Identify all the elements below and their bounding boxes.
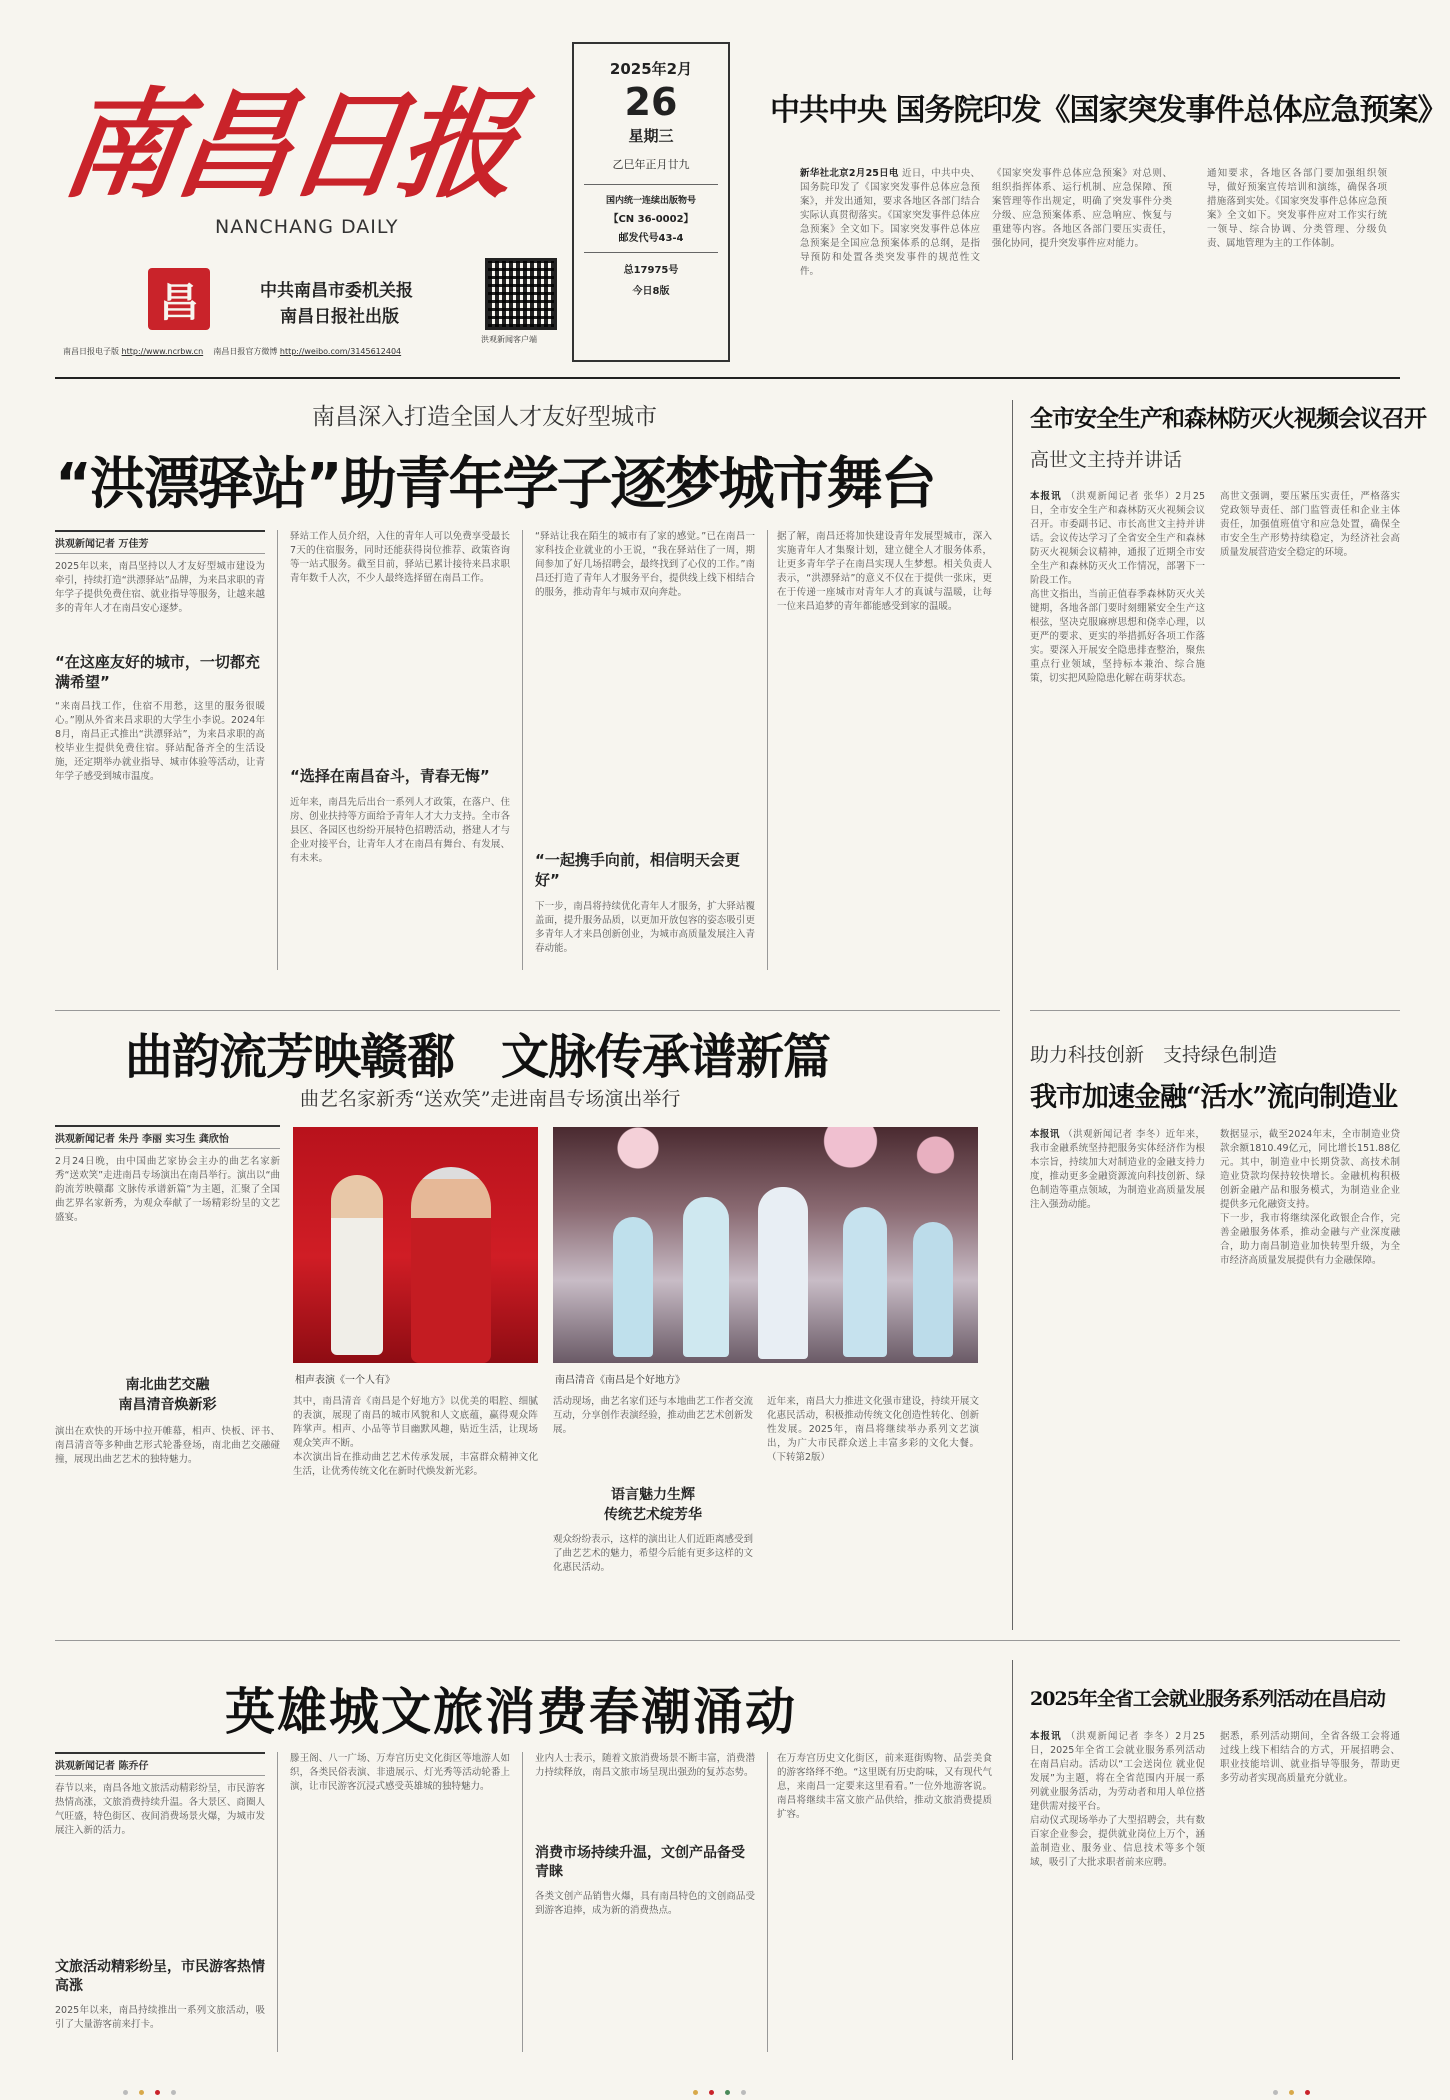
footer-dot-icon [1305,2090,1310,2095]
story6-headline: 2025年全省工会就业服务系列活动在昌启动 [1030,1688,1385,1710]
date-box [572,42,730,362]
site-url1[interactable]: http://www.ncrbw.cn [121,347,204,356]
top-story-col2: 《国家突发事件总体应急预案》对总则、组织指挥体系、运行机制、应急保障、预案管理等作出规定，明确了突发事件分类分级、应急预案体系、应急响应、恢复与重建等内容。各地区各部门要压实责任，强化协同，提升突发事件应对能力。 [992,168,1172,249]
story1-col4: 据了解，南昌还将加快建设青年发展型城市，深入实施青年人才集聚计划，建立健全人才服务体系，让更多青年学子在南昌实现人生梦想。相关负责人表示，“洪漂驿站”的意义不仅在于提供一张床，更在于传递一座城市对青年人才的真诚与温暖，让每一位来昌追梦的青年都能感受到家的温暖。 [777,531,992,612]
story3-subhead2: 语言魅力生辉 传统艺术绽芳华 [604,1487,702,1523]
footer-dot-icon [1273,2090,1278,2095]
story3-col1b: 演出在欢快的开场中拉开帷幕，相声、快板、评书、南昌清音等多种曲艺形式轮番登场，南北曲艺交融碰撞，展现出曲艺艺术的独特魅力。 [55,1426,280,1465]
story2-subtitle: 高世文主持并讲话 [1030,449,1183,471]
story3-subhead1: 南北曲艺交融 南昌清音焕新彩 [118,1377,217,1413]
story4-text1: （洪观新闻记者 李冬）近年来，我市金融系统坚持把服务实体经济作为根本宗旨，持续加大对制造业的金融支持力度，推动更多金融资源流向科技创新、绿色制造等重点领域，为制造业高质量发展注入强劲动能。 [1030,1129,1205,1210]
story5-col1b: 2025年以来，南昌持续推出一系列文旅活动，吸引了大量游客前来打卡。 [55,2005,265,2030]
footer-dot-icon [171,2090,176,2095]
site-label1: 南昌日报电子版 [63,347,119,356]
footer-dots-left [120,2080,179,2099]
stage-lights-icon [553,1127,978,1197]
story2-headline: 全市安全生产和森林防灭火视频会议召开 [1030,405,1426,432]
page-count: 今日8版 [632,286,670,297]
story5-body [55,1752,1005,2062]
story5-col3b: 各类文创产品销售火爆，具有南昌特色的文创商品受到游客追捧，成为新的消费热点。 [535,1891,755,1916]
story3-headline: 曲韵流芳映赣鄱 文脉传承谱新篇 [125,1029,831,1085]
top-story-lead: 新华社北京2月25日电 [800,168,899,179]
column-rule [522,530,523,970]
story3-byline: 洪观新闻记者 朱丹 李丽 实习生 龚欣怡 [55,1125,280,1149]
story1-col3: “驿站让我在陌生的城市有了家的感觉。”已在南昌一家科技企业就业的小王说，“我在驿站住了一周，期间参加了好几场招聘会，最终找到了心仪的工作。”南昌还打造了青年人才服务平台，提供线上线下相结合的服务，推动青年与城市双向奔赴。 [535,531,755,598]
date-year-month: 2025年2月 [609,60,693,78]
footer-dot-icon [709,2090,714,2095]
story3-col2-text: 其中，南昌清音《南昌是个好地方》以优美的唱腔、细腻的表演，展现了南昌的城市风貌和人文底蕴，赢得观众阵阵掌声。相声、小品等节目幽默风趣，贴近生活，让现场观众笑声不断。 [293,1396,538,1449]
top-story-col3: 通知要求，各地区各部门要加强组织领导，做好预案宣传培训和演练，确保各项措施落到实处。《国家突发事件总体应急预案》全文如下。突发事件应对工作实行统一领导、综合协调、分类管理、分级负责、属地管理为主的工作体制。 [1207,168,1387,249]
story-divider [55,1010,1000,1011]
story5-col3: 业内人士表示，随着文旅消费场景不断丰富，消费潜力持续释放，南昌文旅市场呈现出强劲的复苏态势。 [535,1753,755,1778]
story1-subhead1: “在这座友好的城市，一切都充满希望” [55,653,260,691]
footer-dots-center [690,2080,749,2099]
story1-col1: 2025年以来，南昌坚持以人才友好型城市建设为牵引，持续打造“洪漂驿站”品牌，为来昌求职的青年学子提供免费住宿、就业指导等服务，让越来越多的青年人才在南昌安心逐梦。 [55,561,265,614]
column-rule [1012,400,1013,1630]
story3-kicker: 曲艺名家新秀“送欢笑”走进南昌专场演出举行 [300,1088,681,1110]
singer-figure-icon [758,1187,808,1359]
masthead-english: NANCHANG DAILY [215,216,399,238]
site-label2: 南昌日报官方微博 [213,347,278,356]
story2-lead: 本报讯 [1030,491,1062,502]
performer-right-icon [411,1167,491,1363]
column-rule [1012,1660,1013,2060]
story6-text2: 启动仪式现场举办了大型招聘会，共有数百家企业参会，提供就业岗位上万个，涵盖制造业、服务业、信息技术等多个领域，吸引了大批求职者前来应聘。 [1030,1815,1205,1868]
story1-kicker: 南昌深入打造全国人才友好型城市 [312,404,657,430]
top-story-col1 [800,167,980,307]
story3-col3b: 观众纷纷表示，这样的演出让人们近距离感受到了曲艺艺术的魅力，希望今后能有更多这样的文化惠民活动。 [553,1534,753,1573]
story-divider [1030,1010,1400,1011]
story4 [1030,1040,1400,1630]
publisher-line1: 中共南昌市委机关报 [260,281,413,301]
top-story [770,85,1447,345]
story1-subhead2: “选择在南昌奋斗，青春无悔” [290,767,490,785]
story2 [1030,400,1426,1000]
story4-kicker: 助力科技创新 支持绿色制造 [1030,1044,1278,1066]
story1-col2b: 近年来，南昌先后出台一系列人才政策，在落户、住房、创业扶持等方面给予青年人才大力支持。全市各县区、各园区也纷纷开展特色招聘活动，搭建人才与企业对接平台，让青年人才在南昌有舞台、有发展、有未来。 [290,797,510,864]
story3-col4: 近年来，南昌大力推进文化强市建设，持续开展文化惠民活动，积极推动传统文化创造性转化、创新性发展。2025年，南昌将继续举办系列文艺演出，为广大市民群众送上丰富多彩的文化大餐。（下转第2版） [767,1396,979,1463]
story5-subhead1: 文旅活动精彩纷呈，市民游客热情高涨 [55,1959,265,1994]
story4-text3: 下一步，我市将继续深化政银企合作，完善金融服务体系，推动金融与产业深度融合，助力南昌制造业加快转型升级，为全市经济高质量发展提供有力金融保障。 [1220,1213,1400,1266]
site-url2[interactable]: http://weibo.com/3145612404 [279,347,402,356]
column-rule [767,1752,768,2052]
masthead-divider [55,377,1400,379]
story6-col2: 据悉，系列活动期间，全省各级工会将通过线上线下相结合的方式，开展招聘会、职业技能培训、就业指导等服务，帮助更多劳动者实现高质量充分就业。 [1220,1731,1400,1784]
footer-dots-right [1270,2080,1313,2099]
masthead [55,40,555,360]
footer-dot-icon [123,2090,128,2095]
story3-col3: 活动现场，曲艺名家们还与本地曲艺工作者交流互动，分享创作表演经验，推动曲艺艺术创新发展。 [553,1396,753,1435]
column-rule [522,1752,523,2052]
story1-col2: 驿站工作人员介绍，入住的青年人可以免费享受最长7天的住宿服务，同时还能获得岗位推荐、政策咨询等一站式服务。截至目前，驿站已累计接待来昌求职青年数千人次，不少人最终选择留在南昌工作。 [290,531,510,584]
story1-byline: 洪观新闻记者 万佳芳 [55,530,265,554]
date-day: 26 [624,80,678,124]
cn-number: 【CN 36-0002】 [608,214,694,225]
top-story-text1: 近日，中共中央、国务院印发了《国家突发事件总体应急预案》，并发出通知，要求各地区各部门结合实际认真贯彻落实。《国家突发事件总体应急预案》全文如下。国家突发事件总体应急预案是全国应急预案体系的总纲，是指导预防和处置各类突发事件的规范性文件。 [800,168,980,277]
column-rule [277,530,278,970]
masthead-title: 南昌日报 [53,75,522,214]
story2-text2: 高世文指出，当前正值春季森林防灭火关键期，各地各部门要时刻绷紧安全生产这根弦，坚决克服麻痹思想和侥幸心理，以更严的要求、更实的举措抓好各项工作落实。要深入开展安全隐患排查整治，聚焦重点行业领域，坚持标本兼治、综合施策，切实把风险隐患化解在萌芽状态。 [1030,589,1205,684]
story5-subhead2: 消费市场持续升温，文创产品备受青睐 [535,1845,745,1880]
story6-col1 [1030,1730,1205,2050]
qr-code-icon [485,258,557,330]
dancer-figure-icon [913,1222,953,1357]
dancer-figure-icon [843,1207,887,1357]
qr-caption: 洪观新闻客户端 [481,335,537,344]
top-story-headline: 中共中央 国务院印发《国家突发事件总体应急预案》 [770,93,1447,128]
story1-body [55,530,1005,980]
masthead-logo [148,268,210,330]
column-rule [767,530,768,970]
column-rule [277,1752,278,2052]
photo-crosstalk [293,1127,538,1363]
photo-qingyin [553,1127,978,1363]
footer-dot-icon [155,2090,160,2095]
story5-col2: 滕王阁、八一广场、万寿宫历史文化街区等地游人如织，各类民俗表演、非遗展示、灯光秀等活动轮番上演，让市民游客沉浸式感受英雄城的独特魅力。 [290,1753,510,1792]
story2-col2: 高世文强调，要压紧压实责任，严格落实党政领导责任、部门监管责任和企业主体责任，加强值班值守和应急处置，确保全市安全生产形势持续稳定，为经济社会高质量发展营造安全稳定的环境。 [1220,491,1400,558]
story4-text2: 数据显示，截至2024年末，全市制造业贷款余额1810.49亿元，同比增长151.88亿元。其中，制造业中长期贷款、高技术制造业贷款均保持较快增长。金融机构积极创新金融产品和服务模式，为制造业企业提供多元化融资支持。 [1220,1129,1400,1210]
story1-headline: “洪漂驿站”助青年学子逐梦城市舞台 [55,452,935,517]
story5-col1: 春节以来，南昌各地文旅活动精彩纷呈，市民游客热情高涨，文旅消费持续升温。各大景区、商圈人气旺盛，特色街区、夜间消费场景火爆，为城市发展注入新的活力。 [55,1783,265,1836]
cn-label: 国内统一连续出版物号 [605,196,696,206]
story-divider [55,1640,1400,1641]
footer-dot-icon [1289,2090,1294,2095]
footer-dot-icon [741,2090,746,2095]
story1-col1b: “来南昌找工作，住宿不用愁，这里的服务很暖心。”刚从外省来昌求职的大学生小李说。2024年8月，南昌正式推出“洪漂驿站”，为来昌求职的高校毕业生提供免费住宿。驿站配备齐全的生活设施，还定期举办就业指导、城市体验等活动，让青年学子感受到城市温度。 [55,701,265,782]
story3-col1: 2月24日晚，由中国曲艺家协会主办的曲艺名家新秀“送欢笑”走进南昌专场演出在南昌举行。演出以“曲韵流芳映赣鄱 文脉传承谱新篇”为主题，汇聚了全国曲艺界名家新秀，为观众奉献了一场精彩纷呈的文艺盛宴。 [55,1156,280,1223]
story4-lead: 本报讯 [1030,1129,1060,1140]
postal-code: 邮发代号43-4 [618,233,684,244]
performer-left-icon [331,1175,383,1355]
story5-byline: 洪观新闻记者 陈乔仔 [55,1752,265,1776]
photo2-caption: 南昌清音《南昌是个好地方》 [555,1375,685,1386]
story5-col4: 在万寿宫历史文化街区，前来逛街购物、品尝美食的游客络绎不绝。“这里既有历史韵味，又有现代气息，来南昌一定要来这里看看。”一位外地游客说。南昌将继续丰富文旅产品供给，推动文旅消费提质扩容。 [777,1753,992,1820]
issue-number: 总17975号 [623,265,679,276]
story2-col1 [1030,490,1205,998]
story4-col1 [1030,1128,1205,1628]
story4-col2 [1220,1128,1400,1628]
date-weekday: 星期三 [628,127,674,145]
dancer-figure-icon [613,1217,653,1357]
footer-dot-icon [139,2090,144,2095]
footer-dot-icon [725,2090,730,2095]
story6-text1: （洪观新闻记者 李冬）2月25日，2025年全省工会就业服务系列活动在南昌启动。活动以“工会送岗位 就业促发展”为主题，将在全省范围内开展一系列就业服务活动，为劳动者和用人单位搭建供需对接平台。 [1030,1731,1205,1812]
story1-subhead3: “一起携手向前，相信明天会更好” [535,851,740,889]
site-links [63,346,401,357]
story5-headline: 英雄城文旅消费春潮涌动 [225,1682,797,1741]
footer-dot-icon [693,2090,698,2095]
story6 [1030,1684,1400,2064]
story6-lead: 本报讯 [1030,1731,1062,1742]
story1-col3b: 下一步，南昌将持续优化青年人才服务，扩大驿站覆盖面，提升服务品质，以更加开放包容的姿态吸引更多青年人才来昌创新创业，为城市高质量发展注入青春动能。 [535,901,755,954]
photo1-caption: 相声表演《一个人有》 [295,1375,395,1386]
story3-col2b-text: 本次演出旨在推动曲艺艺术传承发展，丰富群众精神文化生活，让优秀传统文化在新时代焕发新光彩。 [293,1452,538,1477]
publisher-line2: 南昌日报社出版 [280,307,399,327]
masthead-logo-char: 昌 [159,278,199,326]
date-lunar: 乙巳年正月廿九 [612,158,690,171]
story4-headline: 我市加速金融“活水”流向制造业 [1030,1082,1398,1113]
story2-text1: （洪观新闻记者 张华）2月25日，全市安全生产和森林防灭火视频会议召开。市委副书记、市长高世文主持并讲话。会议传达学习了全省安全生产和森林防灭火视频会议精神，通报了近期全市安全生产和森林防灭火工作情况，部署下一阶段工作。 [1030,491,1205,586]
dancer-figure-icon [683,1197,729,1357]
story3-col2 [293,1395,538,1621]
story3-body [55,1125,1005,1635]
